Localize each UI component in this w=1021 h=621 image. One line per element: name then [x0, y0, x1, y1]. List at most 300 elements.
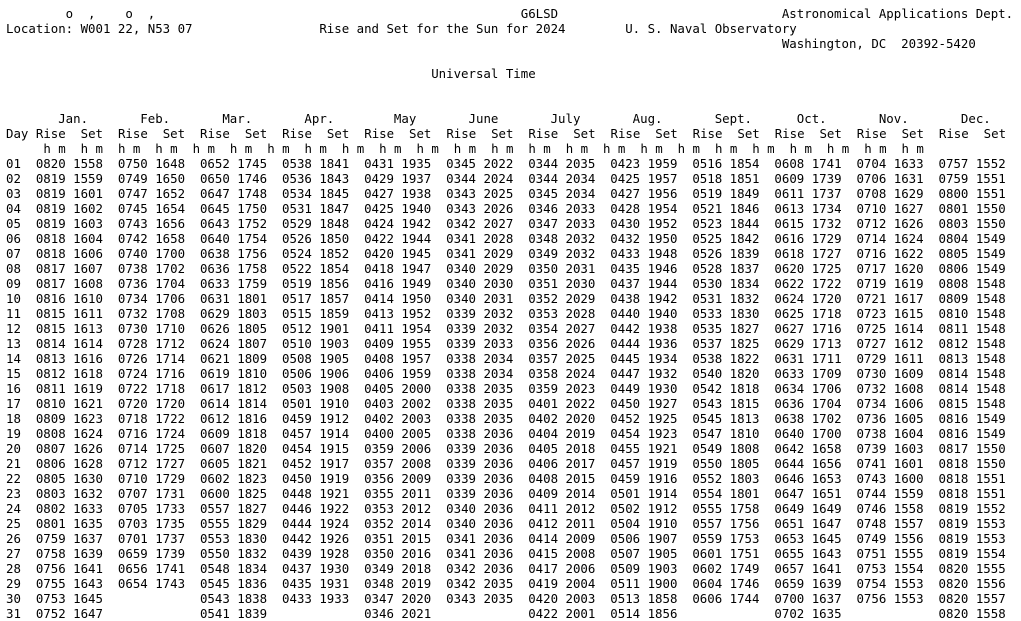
rise-set-cell: 0814 1614 [35, 336, 103, 351]
rise-set-cell: 0523 1844 [692, 216, 760, 231]
rise-set-cell: 0530 1834 [692, 276, 760, 291]
rise-set-cell: 0730 1609 [856, 366, 924, 381]
set-label: Set [244, 126, 268, 141]
rise-set-cell: 0606 1744 [692, 591, 760, 606]
rise-set-cell: 0820 1557 [938, 591, 1006, 606]
rise-set-cell: 0450 1927 [610, 396, 678, 411]
rise-set-cell: 0657 1641 [774, 561, 842, 576]
unit-label-set: h m [229, 141, 253, 156]
table-row [6, 156, 1006, 171]
table-row [6, 456, 1006, 471]
day-number: 08 [6, 261, 21, 276]
rise-set-cell: 0442 1926 [282, 531, 350, 546]
day-label: Day [6, 126, 29, 141]
day-number: 10 [6, 291, 21, 306]
month-header: Oct. [774, 111, 857, 126]
rise-set-cell: 0703 1735 [117, 516, 186, 531]
rise-set-cell: 0706 1631 [856, 171, 924, 186]
month-header: Mar. [199, 111, 283, 126]
rise-label: Rise [117, 126, 148, 141]
day-number: 17 [6, 396, 21, 411]
rise-set-cell: 0615 1732 [774, 216, 842, 231]
rise-set-cell: 0446 1922 [282, 501, 350, 516]
day-number: 09 [6, 276, 21, 291]
rise-set-cell: 0355 2011 [364, 486, 432, 501]
rise-set-cell: 0804 1549 [938, 231, 1006, 246]
rise-set-cell: 0727 1612 [856, 336, 924, 351]
rise-set-cell: 0714 1624 [856, 231, 924, 246]
rise-set-cell: 0753 1645 [35, 591, 103, 606]
rise-set-cell: 0745 1654 [117, 201, 186, 216]
rise-set-cell: 0340 2029 [446, 261, 514, 276]
rise-set-cell: 0548 1834 [199, 561, 268, 576]
location: Location: W001 22, N53 07 [6, 21, 245, 36]
day-number: 05 [6, 216, 21, 231]
rise-set-cell: 0403 2002 [364, 396, 432, 411]
rise-set-cell: 0408 1957 [364, 351, 432, 366]
sunrise-sunset-table-text [6, 6, 1021, 621]
rise-set-cell: 0409 2014 [528, 486, 596, 501]
set-label: Set [162, 126, 186, 141]
rise-set-cell: 0743 1600 [856, 471, 924, 486]
table-row [6, 396, 1006, 411]
rise-set-cell: 0343 2035 [446, 591, 514, 606]
rise-set-cell: 0705 1733 [117, 501, 186, 516]
table-row [6, 261, 1006, 276]
rise-set-cell: 0339 2036 [446, 456, 514, 471]
rise-set-cell [856, 606, 923, 621]
rise-label: Rise [364, 126, 395, 141]
rise-set-cell: 0450 1919 [282, 471, 350, 486]
rise-set-cell: 0339 2032 [446, 306, 514, 321]
table-row [6, 201, 1006, 216]
rise-set-cell: 0616 1729 [774, 231, 842, 246]
rise-set-cell: 0759 1637 [35, 531, 103, 546]
rise-set-cell: 0531 1847 [282, 201, 350, 216]
rise-set-cell: 0350 2031 [528, 261, 596, 276]
rise-set-cell: 0353 2028 [528, 306, 596, 321]
rise-set-cell: 0712 1727 [117, 456, 186, 471]
rise-set-cell: 0338 2034 [446, 366, 514, 381]
rise-set-cell: 0416 1949 [364, 276, 432, 291]
day-number: 19 [6, 426, 21, 441]
rise-set-cell: 0433 1933 [282, 591, 350, 606]
rise-set-cell: 0533 1830 [692, 306, 760, 321]
rise-set-cell: 0621 1809 [199, 351, 268, 366]
rise-set-cell: 0756 1641 [35, 561, 103, 576]
rise-set-cell: 0820 1558 [35, 156, 103, 171]
rise-set-cell: 0710 1729 [117, 471, 186, 486]
rise-set-cell: 0736 1605 [856, 411, 924, 426]
rise-set-cell: 0531 1832 [692, 291, 760, 306]
rise-set-cell: 0457 1914 [282, 426, 350, 441]
rise-set-cell: 0414 2009 [528, 531, 596, 546]
rise-set-cell: 0550 1832 [199, 546, 268, 561]
rise-set-cell: 0352 2014 [364, 516, 432, 531]
rise-set-cell: 0547 1810 [692, 426, 760, 441]
rise-set-cell: 0517 1857 [282, 291, 350, 306]
table-row [6, 546, 1006, 561]
table-row [6, 321, 1006, 336]
rise-set-cell: 0347 2033 [528, 216, 596, 231]
unit-label-rise: h m [491, 141, 514, 156]
rise-set-cell: 0741 1601 [856, 456, 924, 471]
rise-set-cell: 0557 1827 [199, 501, 268, 516]
rise-set-cell: 0643 1752 [199, 216, 268, 231]
rise-set-cell: 0338 2035 [446, 411, 514, 426]
unit-label-set: h m [80, 141, 104, 156]
rise-set-cell: 0749 1650 [117, 171, 186, 186]
rise-set-cell: 0459 1912 [282, 411, 350, 426]
rise-set-cell: 0417 2006 [528, 561, 596, 576]
table-row [6, 426, 1006, 441]
rise-set-cell [692, 606, 759, 621]
rise-set-cell: 0339 2036 [446, 486, 514, 501]
rise-set-cell: 0455 1921 [610, 441, 678, 456]
unit-label-rise: h m [117, 141, 141, 156]
table-row [6, 501, 1006, 516]
rise-set-cell: 0702 1635 [774, 606, 842, 621]
rise-set-cell: 0803 1550 [938, 216, 1006, 231]
rise-set-cell: 0800 1551 [938, 186, 1006, 201]
rise-set-cell: 0501 1910 [282, 396, 350, 411]
rise-set-cell: 0401 2022 [528, 396, 596, 411]
unit-label-rise: h m [640, 141, 663, 156]
rise-set-cell: 0819 1554 [938, 546, 1006, 561]
rise-set-cell: 0438 1942 [610, 291, 678, 306]
rise-set-cell: 0812 1618 [35, 366, 103, 381]
rise-set-cell: 0449 1930 [610, 381, 678, 396]
table-row [6, 186, 1006, 201]
rise-set-cell: 0501 1914 [610, 486, 678, 501]
department-name: Astronomical Applications Dept. [781, 6, 1014, 21]
rise-set-cell: 0644 1656 [774, 456, 842, 471]
set-label: Set [491, 126, 514, 141]
unit-label-rise: h m [341, 141, 365, 156]
rise-set-cell: 0638 1756 [199, 246, 268, 261]
rise-set-cell: 0752 1647 [35, 606, 103, 621]
rise-set-cell: 0445 1934 [610, 351, 678, 366]
rise-set-cell: 0743 1656 [117, 216, 186, 231]
rise-set-cell: 0817 1550 [938, 441, 1006, 456]
rise-set-cell: 0444 1936 [610, 336, 678, 351]
table-row [6, 606, 1006, 621]
rise-set-cell: 0820 1556 [938, 576, 1006, 591]
rise-set-cell: 0550 1805 [692, 456, 760, 471]
rise-set-cell: 0755 1643 [35, 576, 103, 591]
rise-set-cell: 0543 1815 [692, 396, 760, 411]
month-header: Aug. [610, 111, 693, 126]
rise-set-cell: 0716 1622 [856, 246, 924, 261]
rise-set-cell: 0437 1944 [610, 276, 678, 291]
rise-set-cell: 0526 1850 [282, 231, 350, 246]
rise-set-cell: 0811 1548 [938, 321, 1006, 336]
unit-label-rise: h m [43, 141, 66, 156]
unit-label-set: h m [677, 141, 701, 156]
rise-set-cell: 0724 1716 [117, 366, 186, 381]
rise-set-cell: 0602 1749 [692, 561, 760, 576]
unit-label-set: h m [603, 141, 626, 156]
unit-label-rise: h m [714, 141, 738, 156]
rise-set-cell: 0649 1649 [774, 501, 842, 516]
station-id: G6LSD [304, 6, 782, 21]
rise-set-cell: 0549 1808 [692, 441, 760, 456]
month-header: May [364, 111, 447, 126]
rise-set-cell: 0720 1720 [117, 396, 186, 411]
rise-set-cell: 0402 2020 [528, 411, 596, 426]
rise-set-cell: 0343 2026 [446, 201, 514, 216]
rise-set-cell: 0512 1901 [282, 321, 350, 336]
rise-set-cell: 0813 1548 [938, 351, 1006, 366]
rise-set-cell: 0754 1553 [856, 576, 924, 591]
rise-set-cell: 0654 1743 [117, 576, 186, 591]
table-row [6, 351, 1006, 366]
rise-set-cell: 0454 1923 [610, 426, 678, 441]
rise-set-cell: 0538 1841 [282, 156, 350, 171]
rise-set-cell: 0732 1708 [117, 306, 186, 321]
rise-set-cell: 0624 1720 [774, 291, 842, 306]
unit-label-set: h m [155, 141, 178, 156]
rise-set-cell: 0820 1555 [938, 561, 1006, 576]
rise-set-cell: 0613 1734 [774, 201, 842, 216]
rise-set-cell: 0819 1603 [35, 216, 103, 231]
rise-set-cell: 0347 2020 [364, 591, 432, 606]
rise-set-cell: 0513 1858 [610, 591, 678, 606]
rise-set-cell: 0717 1620 [856, 261, 924, 276]
day-number: 20 [6, 441, 21, 456]
rise-set-cell: 0506 1907 [610, 531, 678, 546]
day-number: 07 [6, 246, 21, 261]
month-header: Sept. [692, 111, 775, 126]
rise-set-cell [446, 606, 513, 621]
rise-set-cell: 0634 1706 [774, 381, 842, 396]
rise-set-cell: 0640 1700 [774, 426, 842, 441]
rise-set-cell: 0423 1959 [610, 156, 678, 171]
rise-set-cell: 0820 1558 [938, 606, 1006, 621]
rise-set-cell: 0353 2012 [364, 501, 432, 516]
rise-set-cell: 0409 1955 [364, 336, 432, 351]
rise-set-cell: 0518 1851 [692, 171, 760, 186]
table-row [6, 531, 1006, 546]
rise-set-cell: 0559 1753 [692, 531, 760, 546]
rise-set-cell: 0525 1842 [692, 231, 760, 246]
rise-label: Rise [282, 126, 312, 141]
rise-set-cell: 0557 1756 [692, 516, 760, 531]
rise-set-cell: 0515 1859 [282, 306, 350, 321]
rise-set-cell: 0444 1924 [282, 516, 350, 531]
rise-set-cell: 0801 1550 [938, 201, 1006, 216]
day-number: 06 [6, 231, 21, 246]
rise-set-cell: 0357 2008 [364, 456, 432, 471]
rise-set-cell: 0801 1635 [35, 516, 103, 531]
rise-set-cell: 0753 1554 [856, 561, 924, 576]
day-number: 12 [6, 321, 21, 336]
day-number: 25 [6, 516, 21, 531]
rise-set-cell: 0716 1724 [117, 426, 186, 441]
rise-set-cell [118, 606, 185, 621]
table-row [6, 231, 1006, 246]
table-row [6, 216, 1006, 231]
rise-set-cell: 0819 1601 [35, 186, 103, 201]
table-row [6, 441, 1006, 456]
rise-set-cell: 0430 1952 [610, 216, 678, 231]
rise-set-cell: 0722 1718 [117, 381, 186, 396]
rise-set-cell: 0427 1938 [364, 186, 432, 201]
rise-set-cell: 0538 1822 [692, 351, 760, 366]
rise-set-cell: 0640 1754 [199, 231, 268, 246]
rise-set-cell: 0555 1758 [692, 501, 760, 516]
month-header: Nov. [856, 111, 939, 126]
rise-set-cell: 0656 1741 [117, 561, 186, 576]
rise-set-cell: 0730 1710 [117, 321, 186, 336]
rise-set-cell: 0534 1845 [282, 186, 350, 201]
rise-set-cell: 0424 1942 [364, 216, 432, 231]
rise-set-cell: 0636 1758 [199, 261, 268, 276]
rise-set-cell: 0340 2030 [446, 276, 514, 291]
rise-set-cell: 0600 1825 [199, 486, 268, 501]
rise-set-cell: 0645 1750 [199, 201, 268, 216]
rise-set-cell: 0341 2028 [446, 231, 514, 246]
month-header: Dec. [938, 111, 1021, 126]
day-number: 15 [6, 366, 21, 381]
month-header: June [446, 111, 529, 126]
rise-set-cell: 0339 2036 [446, 471, 514, 486]
unit-label-set: h m [453, 141, 477, 156]
rise-set-cell: 0614 1814 [199, 396, 268, 411]
rise-set-cell: 0339 2033 [446, 336, 514, 351]
rise-set-cell: 0404 2019 [528, 426, 596, 441]
rise-set-cell: 0341 2036 [446, 531, 514, 546]
rise-set-cell: 0806 1628 [35, 456, 103, 471]
rise-set-cell: 0516 1854 [692, 156, 760, 171]
table-row [6, 276, 1006, 291]
rise-set-cell: 0704 1633 [856, 156, 924, 171]
rise-set-cell: 0818 1550 [938, 456, 1006, 471]
set-label: Set [901, 126, 924, 141]
rise-set-cell: 0341 2029 [446, 246, 514, 261]
rise-set-cell: 0701 1737 [117, 531, 186, 546]
day-number: 22 [6, 471, 21, 486]
rise-set-cell: 0524 1852 [282, 246, 350, 261]
rise-set-cell: 0748 1557 [856, 516, 924, 531]
rise-set-cell: 0351 2030 [528, 276, 596, 291]
rise-set-cell: 0815 1548 [938, 396, 1006, 411]
rise-set-cell: 0543 1838 [199, 591, 268, 606]
rise-set-cell: 0736 1704 [117, 276, 186, 291]
rise-set-cell: 0612 1816 [199, 411, 268, 426]
rise-set-cell: 0812 1548 [938, 336, 1006, 351]
table-row [6, 336, 1006, 351]
unit-label-set: h m [304, 141, 327, 156]
observatory-name: U. S. Naval Observatory [625, 21, 797, 36]
rise-set-cell: 0714 1725 [117, 441, 186, 456]
rise-set-cell: 0542 1818 [692, 381, 760, 396]
rise-set-cell: 0510 1903 [282, 336, 350, 351]
rise-set-cell: 0602 1823 [199, 471, 268, 486]
rise-set-cell: 0819 1559 [35, 171, 103, 186]
rise-set-cell: 0400 2005 [364, 426, 432, 441]
rise-set-cell: 0519 1856 [282, 276, 350, 291]
rise-set-cell: 0627 1716 [774, 321, 842, 336]
day-number: 21 [6, 456, 21, 471]
rise-set-cell: 0809 1623 [35, 411, 103, 426]
rise-set-cell: 0758 1639 [35, 546, 103, 561]
rise-set-cell: 0459 1916 [610, 471, 678, 486]
rise-set-cell: 0545 1836 [199, 576, 268, 591]
rise-set-cell: 0351 2015 [364, 531, 432, 546]
rise-set-cell: 0618 1727 [774, 246, 842, 261]
table-row [6, 246, 1006, 261]
rise-set-cell: 0721 1617 [856, 291, 924, 306]
rise-set-cell: 0411 2012 [528, 501, 596, 516]
rise-set-cell: 0805 1630 [35, 471, 103, 486]
rise-set-cell: 0435 1946 [610, 261, 678, 276]
set-label: Set [983, 126, 1007, 141]
rise-set-cell: 0818 1604 [35, 231, 103, 246]
table-row [6, 171, 1006, 186]
rise-set-cell: 0650 1746 [199, 171, 268, 186]
table-row [6, 561, 1006, 576]
rise-set-cell: 0814 1548 [938, 366, 1006, 381]
set-label: Set [737, 126, 760, 141]
rise-set-cell: 0340 2031 [446, 291, 514, 306]
rise-set-cell: 0609 1739 [774, 171, 842, 186]
rise-set-cell: 0536 1843 [282, 171, 350, 186]
rise-set-cell: 0429 1937 [364, 171, 432, 186]
rise-set-cell: 0349 2032 [528, 246, 596, 261]
unit-label-set: h m [826, 141, 850, 156]
rise-set-cell: 0341 2036 [446, 546, 514, 561]
rise-set-cell: 0738 1604 [856, 426, 924, 441]
rise-set-cell: 0747 1652 [117, 186, 186, 201]
rise-set-cell: 0617 1812 [199, 381, 268, 396]
rise-set-cell: 0729 1611 [856, 351, 924, 366]
rise-set-cell: 0806 1549 [938, 261, 1006, 276]
rise-set-cell: 0633 1709 [774, 366, 842, 381]
rise-set-cell: 0742 1658 [117, 231, 186, 246]
rise-set-cell: 0816 1549 [938, 411, 1006, 426]
day-number: 23 [6, 486, 21, 501]
rise-set-cell: 0813 1616 [35, 351, 103, 366]
set-label: Set [819, 126, 842, 141]
rise-set-cell: 0807 1626 [35, 441, 103, 456]
rise-set-cell: 0402 2003 [364, 411, 432, 426]
rise-set-cell: 0552 1803 [692, 471, 760, 486]
rise-set-cell: 0751 1555 [856, 546, 924, 561]
rise-set-cell: 0419 2004 [528, 576, 596, 591]
rise-set-cell: 0442 1938 [610, 321, 678, 336]
rise-set-cell: 0700 1637 [774, 591, 842, 606]
day-number: 30 [6, 591, 21, 606]
rise-set-cell: 0359 2023 [528, 381, 596, 396]
rise-set-cell: 0541 1839 [199, 606, 268, 621]
day-number: 14 [6, 351, 21, 366]
observatory-address: Washington, DC 20392-5420 [781, 36, 976, 51]
rise-set-cell: 0454 1915 [282, 441, 350, 456]
set-label: Set [573, 126, 596, 141]
unit-label-rise: h m [789, 141, 812, 156]
rise-set-cell: 0620 1725 [774, 261, 842, 276]
rise-set-cell: 0816 1610 [35, 291, 103, 306]
rise-set-cell: 0819 1553 [938, 531, 1006, 546]
rise-set-cell: 0646 1653 [774, 471, 842, 486]
rise-set-cell: 0647 1651 [774, 486, 842, 501]
rise-set-cell: 0811 1619 [35, 381, 103, 396]
rise-label: Rise [938, 126, 969, 141]
rise-set-cell: 0625 1718 [774, 306, 842, 321]
set-label: Set [655, 126, 678, 141]
day-number: 18 [6, 411, 21, 426]
